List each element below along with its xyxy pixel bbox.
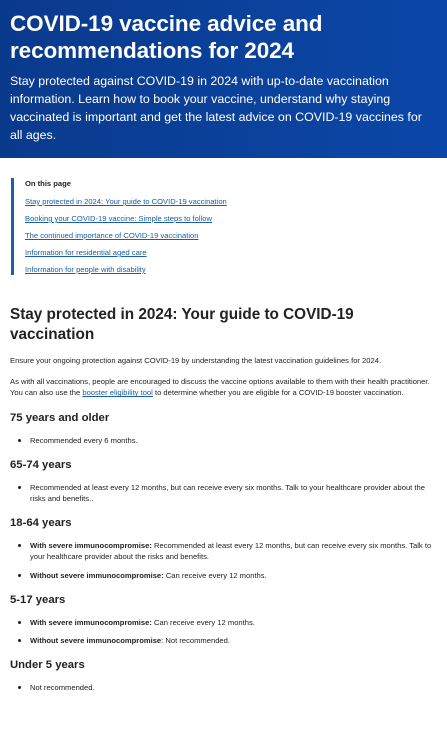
item-text: : Not recommended.	[161, 636, 230, 646]
toc-link-stay-protected[interactable]: Stay protected in 2024: Your guide to COVID-19 vaccination	[25, 197, 227, 206]
section-heading: Stay protected in 2024: Your guide to COVID-19 vaccination	[10, 306, 354, 343]
recommendation-list	[10, 540, 437, 581]
age-group-65-74	[10, 458, 437, 504]
age-group-5-17	[10, 593, 437, 646]
booster-eligibility-tool-link[interactable]: booster eligibility tool	[82, 388, 153, 398]
item-label: Without severe immunocompromise	[30, 636, 162, 646]
page-title: COVID-19 vaccine advice and recommendations for 2024	[10, 11, 323, 63]
list-item	[30, 570, 437, 581]
toc-link-disability[interactable]: Information for people with disability	[25, 265, 146, 274]
list-item	[30, 482, 437, 504]
age-group-under-5	[10, 658, 437, 693]
list-item	[30, 682, 437, 693]
advice-paragraph	[10, 376, 437, 398]
list-item	[30, 635, 437, 646]
age-group-heading: 18-64 years	[10, 517, 72, 530]
list-item	[30, 435, 437, 446]
item-label: With severe immunocompromise:	[30, 617, 152, 627]
toc-link-aged-care[interactable]: Information for residential aged care	[25, 248, 147, 257]
age-group-75-plus	[10, 411, 437, 446]
item-label: Without severe immunocompromise:	[30, 570, 164, 580]
item-text: Recommended at least every 12 months, but can receive every six months. Talk to your healthcare provider about the risks and benefits..	[30, 482, 425, 504]
item-text: Recommended every 6 months.	[30, 435, 138, 445]
age-group-heading: Under 5 years	[10, 659, 85, 672]
advice-text-after: to determine whether you are eligible for a COVID-19 booster vaccination.	[152, 388, 404, 398]
toc-link-booking[interactable]: Booking your COVID-19 vaccine: Simple steps to follow	[25, 214, 212, 223]
main-content	[0, 305, 447, 693]
item-text: Not recommended.	[30, 683, 95, 693]
item-label: With severe immunocompromise:	[30, 541, 152, 551]
toc-link-importance[interactable]: The continued importance of COVID-19 vaccination	[25, 231, 199, 240]
recommendation-list	[10, 682, 437, 693]
advice-text-before: As with all vaccinations, people are encouraged to discuss the vaccine options available to them with their health practitioner. You can also use the	[10, 377, 430, 398]
item-text: Can receive every 12 months.	[163, 570, 267, 580]
age-group-heading: 75 years and older	[10, 411, 110, 424]
hero-banner	[0, 0, 447, 158]
on-this-page-title: On this page	[25, 179, 71, 188]
list-item	[30, 540, 437, 562]
recommendation-list	[10, 435, 437, 446]
age-group-heading: 5-17 years	[10, 593, 66, 606]
recommendation-list	[10, 617, 437, 646]
item-text: Can receive every 12 months.	[151, 617, 255, 627]
recommendation-list	[10, 482, 437, 504]
item-text: Recommended at least every 12 months, but can receive every six months. Talk to your healthcare provider about the risks and benefits.	[30, 541, 432, 562]
on-this-page-nav	[11, 178, 437, 275]
hero-intro: Stay protected against COVID-19 in 2024 with up-to-date vaccination information. Learn how to book your vaccine, understand why staying vaccinated is important and get the latest advice on COVID-19 vaccines for all ages.	[10, 74, 422, 142]
list-item	[30, 617, 437, 628]
age-group-18-64	[10, 516, 437, 581]
intro-paragraph: Ensure your ongoing protection against COVID-19 by understanding the latest vaccination guidelines for 2024.	[10, 356, 382, 365]
age-group-heading: 65-74 years	[10, 458, 72, 471]
